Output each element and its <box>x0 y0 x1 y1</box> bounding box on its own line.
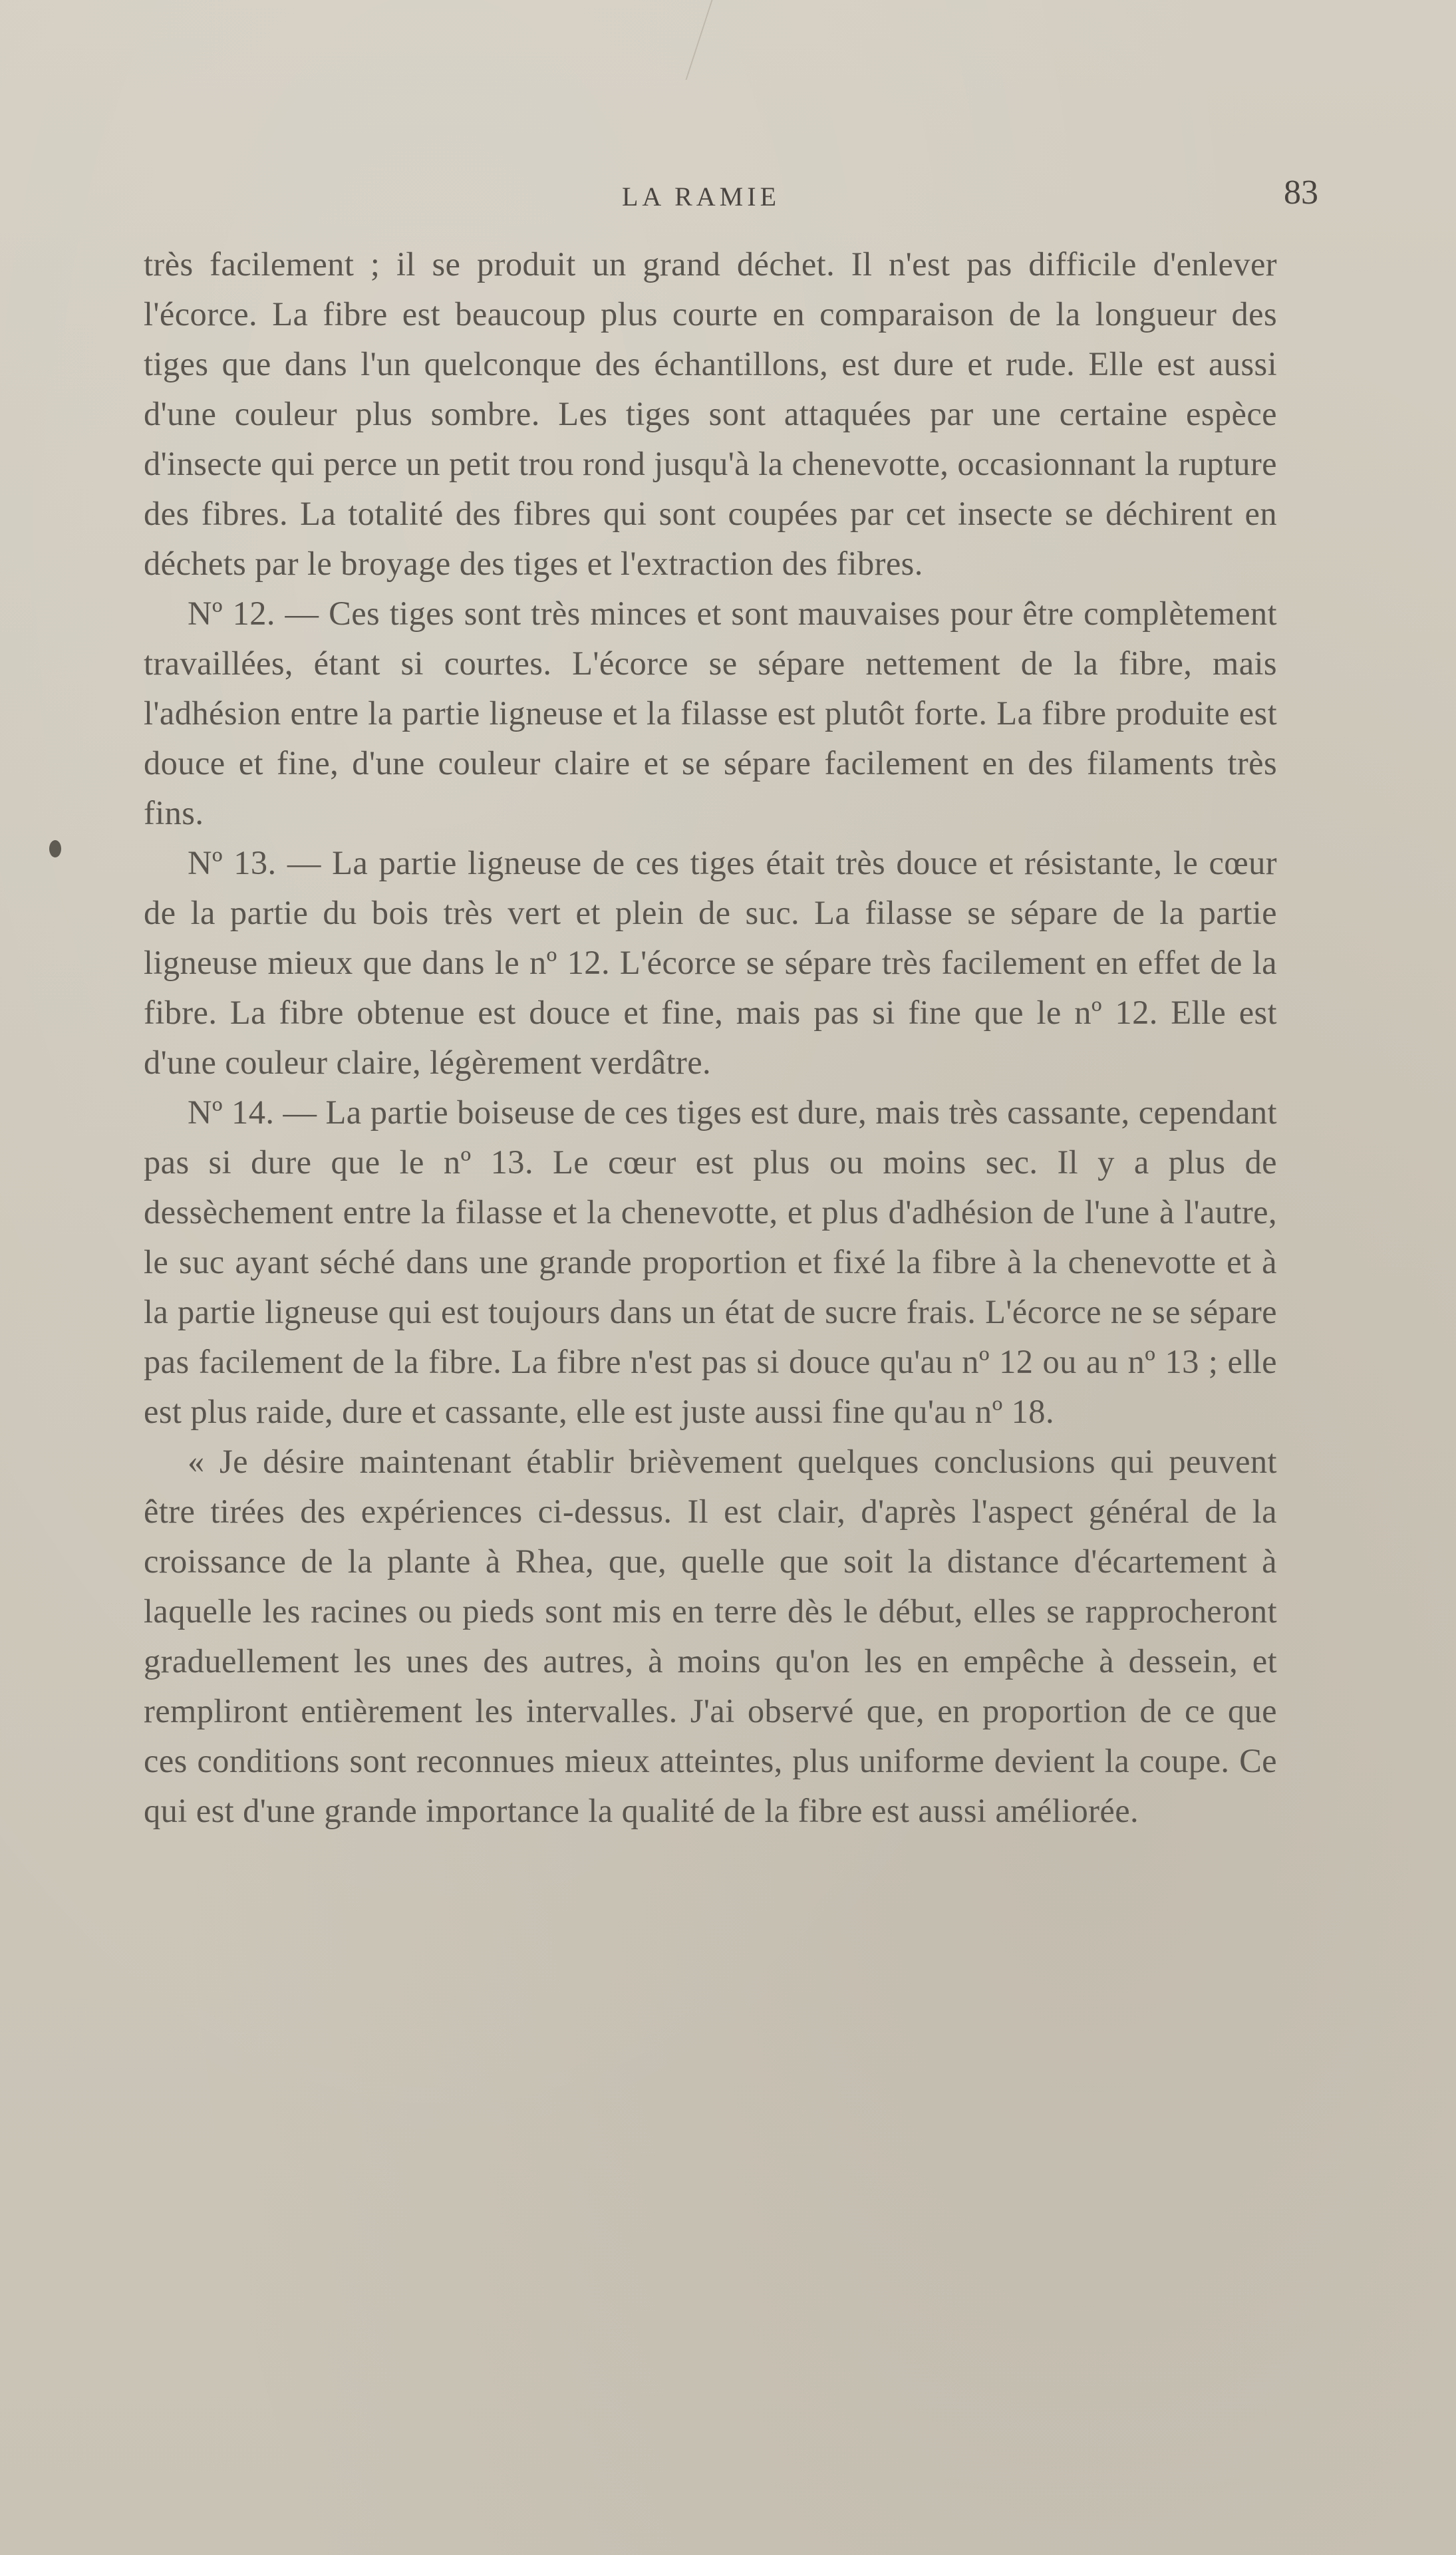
page-number: 83 <box>1284 174 1318 212</box>
paragraph-conclusions: « Je désire maintenant établir brièvement quelques conclusions qui peuvent être tirées des expériences ci-dessus. Il est clair, d'après l'aspect général de la croissance de la plante à Rhea, que, quelle que soit la distance d'écartement à laquelle les racines ou pieds sont mis en terre dès le début, elles se rapprocheront graduellement les unes des autres, à moins qu'on les en empêche à dessein, et rempliront entièrement les intervalles. J'ai observé que, en proportion de ce que ces conditions sont reconnues mieux atteintes, plus uniforme devient la coupe. Ce qui est d'une grande importance la qualité de la fibre est aussi améliorée. <box>144 1443 1277 1829</box>
paragraph-no-12: Nº 12. — Ces tiges sont très minces et sont mauvaises pour être complètement travaillées, étant si courtes. L'écorce se sépare nettement de la fibre, mais l'adhésion entre la partie ligneuse et la filasse est plutôt forte. La fibre produite est douce et fine, d'une couleur claire et se sépare facilement en des filaments très fins. <box>144 595 1277 831</box>
page-fold-mark <box>659 0 713 80</box>
paragraph-no-14: Nº 14. — La partie boiseuse de ces tiges est dure, mais très cassante, cependant pas si dure que le nº 13. Le cœur est plus ou moins sec. Il y a plus de dessèchement entre la filasse et la chenevotte, et plus d'adhésion de l'une à l'autre, le suc ayant séché dans une grande proportion et fixé la fibre à la chenevotte et à la partie ligneuse qui est toujours dans un état de sucre frais. L'écorce ne se sépare pas facilement de la fibre. La fibre n'est pas si douce qu'au nº 12 ou au nº 13 ; elle est plus raide, dure et cassante, elle est juste aussi fine qu'au nº 18. <box>144 1094 1277 1430</box>
paragraph-continuation: très facilement ; il se produit un grand déchet. Il n'est pas difficile d'enlever l'écorce. La fibre est beaucoup plus courte en comparaison de la longueur des tiges que dans l'un quelconque des échantillons, est dure et rude. Elle est aussi d'une couleur plus sombre. Les tiges sont attaquées par une certaine espèce d'insecte qui perce un petit trou rond jusqu'à la chenevotte, occasionnant la rupture des fibres. La totalité des fibres qui sont coupées par cet insecte se déchirent en déchets par le broyage des tiges et l'extraction des fibres. <box>144 245 1277 582</box>
ink-blot <box>49 840 61 857</box>
body-text <box>144 239 1277 1836</box>
running-head: LA RAMIE <box>622 182 780 212</box>
page-header <box>0 174 1456 221</box>
paragraph-no-13: Nº 13. — La partie ligneuse de ces tiges était très douce et résistante, le cœur de la partie du bois très vert et plein de suc. La filasse se sépare de la partie ligneuse mieux que dans le nº 12. L'écorce se sépare très facilement en effet de la fibre. La fibre obtenue est douce et fine, mais pas si fine que le nº 12. Elle est d'une couleur claire, légèrement verdâtre. <box>144 844 1277 1081</box>
